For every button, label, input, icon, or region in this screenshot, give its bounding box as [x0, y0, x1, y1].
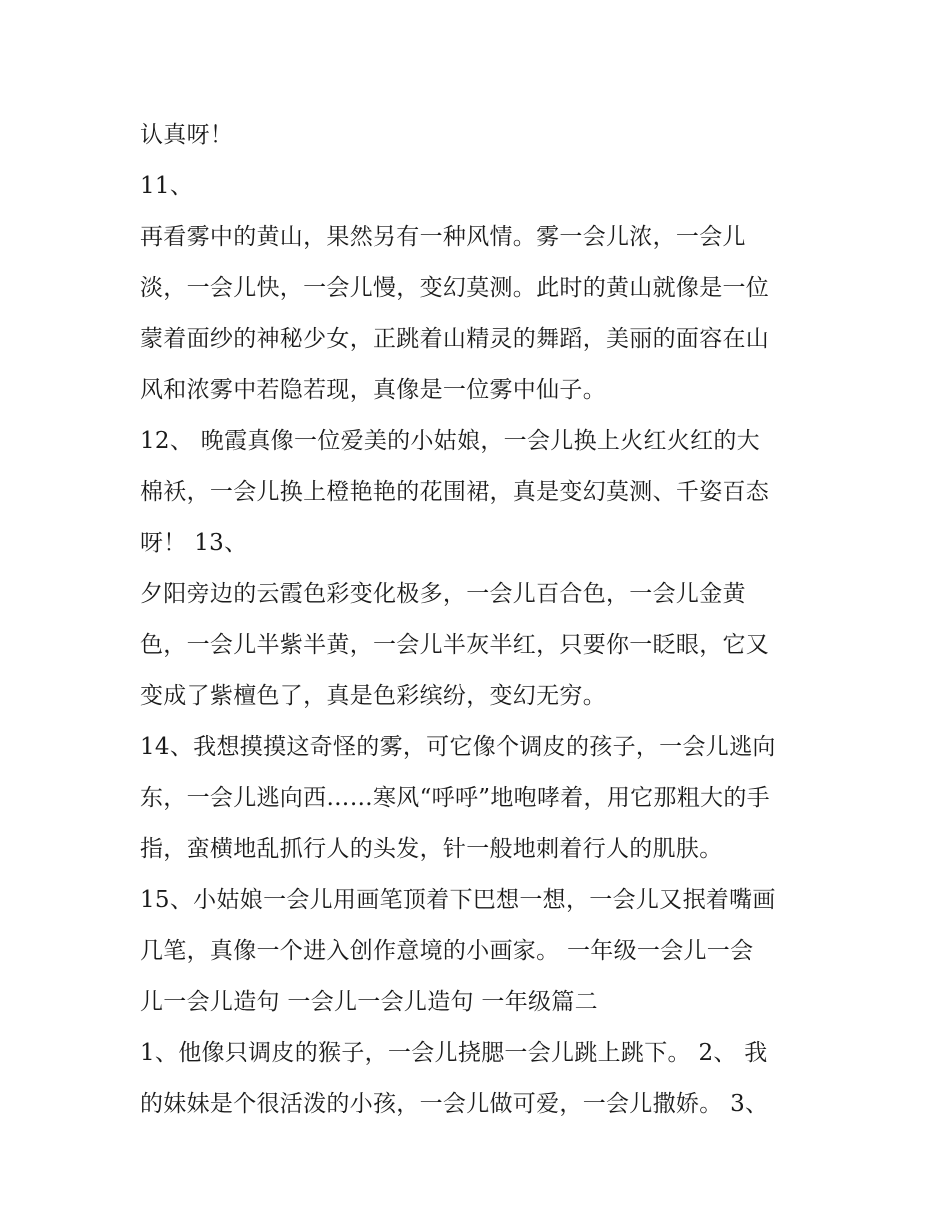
text-line: 棉袄，一会儿换上橙艳艳的花围裙，真是变幻莫测、千姿百态 [140, 479, 770, 505]
text-line: 15、小姑娘一会儿用画笔顶着下巴想一想，一会儿又抿着嘴画 [140, 887, 776, 913]
text-line: 12、 晚霞真像一位爱美的小姑娘，一会儿换上火红火红的大 [140, 428, 760, 454]
text-line: 几笔，真像一个进入创作意境的小画家。 一年级一会儿一会 [140, 938, 754, 964]
text-line: 东，一会儿逃向西……寒风“呼呼”地咆哮着，用它那粗大的手 [140, 785, 770, 811]
text-line: 变成了紫檀色了，真是色彩缤纷，变幻无穷。 [140, 683, 606, 709]
text-line: 儿一会儿造句 一会儿一会儿造句 一年级篇二 [140, 989, 598, 1015]
document-body [140, 110, 820, 1130]
text-line: 蒙着面纱的神秘少女，正跳着山精灵的舞蹈，美丽的面容在山 [140, 326, 770, 352]
text-line: 11、 [140, 173, 194, 199]
text-line: 色，一会儿半紫半黄，一会儿半灰半红，只要你一眨眼，它又 [140, 632, 770, 658]
text-line: 14、我想摸摸这奇怪的雾，可它像个调皮的孩子，一会儿逃向 [140, 734, 776, 760]
text-line: 认真呀！ [140, 122, 234, 148]
text-line: 再看雾中的黄山，果然另有一种风情。雾一会儿浓，一会儿 [140, 224, 746, 250]
text-line: 夕阳旁边的云霞色彩变化极多，一会儿百合色，一会儿金黄 [140, 581, 746, 607]
text-line: 1、他像只调皮的猴子，一会儿挠腮一会儿跳上跳下。 2、 我 [140, 1040, 768, 1066]
text-line: 风和浓雾中若隐若现，真像是一位雾中仙子。 [140, 377, 606, 403]
text-line: 指，蛮横地乱抓行人的头发，针一般地刺着行人的肌肤。 [140, 836, 723, 862]
text-line: 的妹妹是个很活泼的小孩，一会儿做可爱，一会儿撒娇。 3、 [140, 1091, 769, 1117]
text-line: 淡，一会儿快，一会儿慢，变幻莫测。此时的黄山就像是一位 [140, 275, 770, 301]
text-line: 呀！ 13、 [140, 530, 248, 556]
